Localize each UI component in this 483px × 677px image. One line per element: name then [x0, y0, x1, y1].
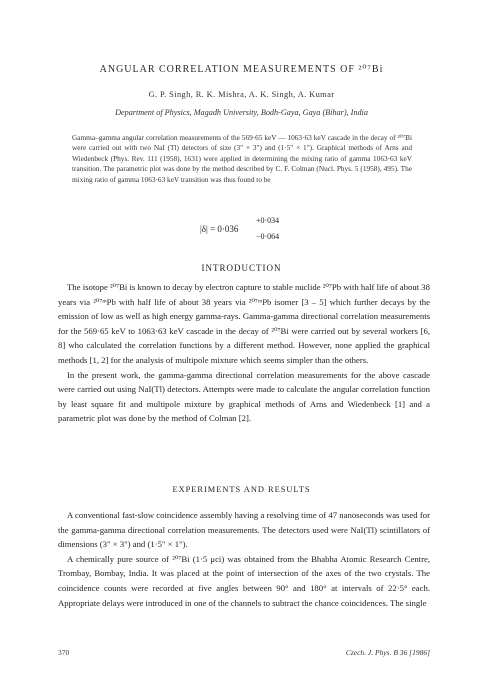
paper-title: ANGULAR CORRELATION MEASUREMENTS OF ²⁰⁷Bi — [99, 64, 384, 75]
section-heading-introduction: INTRODUCTION — [201, 263, 282, 273]
experiments-body — [58, 508, 430, 610]
paragraph: The isotope ²⁰⁷Bi is known to decay by electron capture to stable nuclide ²⁰⁷Pb with half life of about 38 years via ²⁰⁷ᵐPb with half life of about 38 years via ²⁰⁷ᵐPb isomer [3 – 5] which further decays by the emission of low as well as high energy gamma-rays. Gamma-gamma directional correlation measurements for the 569·65 keV to 1063·63 keV cascade in the decay of ²⁰⁷Bi were carried out by several workers [6, 8] who calculated the correlation functions by a different method. However, none applied the graphical methods [1, 2] for the analysis of multipole mixture which seems simpler than the others. — [58, 282, 430, 365]
paragraph: A chemically pure source of ²⁰⁷Bi (1·5 μci) was obtained from the Bhabha Atomic Research Centre, Trombay, Bombay, India. It was placed at the point of intersection of the axes of the two crystals. The coincidence counts were recorded at five angles between 90° and 180° at intervals of 22·5° each. Appropriate delays were introduced in one of the channels to subtract the chance coincidences. The single — [58, 553, 430, 608]
formula-lower-error: −0·064 — [256, 232, 280, 241]
paragraph: A conventional fast-slow coincidence assembly having a resolving time of 47 nanoseconds was used for the gamma-gamma directional correlation measurements. The detectors used were NaI(Tl) scintillators of dimensions (3" × 3") and (1·5" × 1"). — [58, 510, 430, 550]
page-number: 370 — [58, 648, 70, 657]
author-list: G. P. Singh, R. K. Mishra, A. K. Singh, A. Kumar — [148, 90, 335, 99]
affiliation: Department of Physics, Magadh University, Bodh-Gaya, Gaya (Bihar), India — [115, 108, 368, 117]
mixing-ratio-formula — [200, 214, 320, 246]
formula-lhs: |δ| = 0·036 — [200, 224, 239, 234]
formula-upper-error: +0·034 — [256, 216, 280, 225]
abstract-text: Gamma–gamma angular correlation measurements of the 569·65 keV — 1063·63 keV cascade in the decay of ²⁰⁷Bi were carried out with two NaI (Tl) detectors of size (3" × 3") and (1·5" × 1"). Graphical methods of Arns and Wiedenbeck (Phys. Rev. 111 (1958), 1631) were applied in determining the mixing ratio of gamma 1063·63 keV transition. The parametric plot was done by the method described by C. F. Colman (Nucl. Phys. 5 (1958), 495). The mixing ratio of gamma 1063·63 keV transition was thus found to be — [72, 133, 412, 184]
introduction-body — [58, 280, 430, 426]
page-footer — [58, 648, 430, 660]
journal-reference: Czech. J. Phys. B 36 [1986] — [345, 648, 430, 657]
paragraph: In the present work, the gamma-gamma directional correlation measurements for the above cascade were carried out using NaI(Tl) detectors. Attempts were made to calculate the angular correlation function by least square fit and multipole mixture by graphical methods of Arns and Wiedenbeck [1] and a parametric plot was done by the method of Colman [2]. — [58, 369, 430, 424]
section-heading-experiments: EXPERIMENTS AND RESULTS — [172, 485, 311, 494]
abstract — [72, 133, 412, 185]
